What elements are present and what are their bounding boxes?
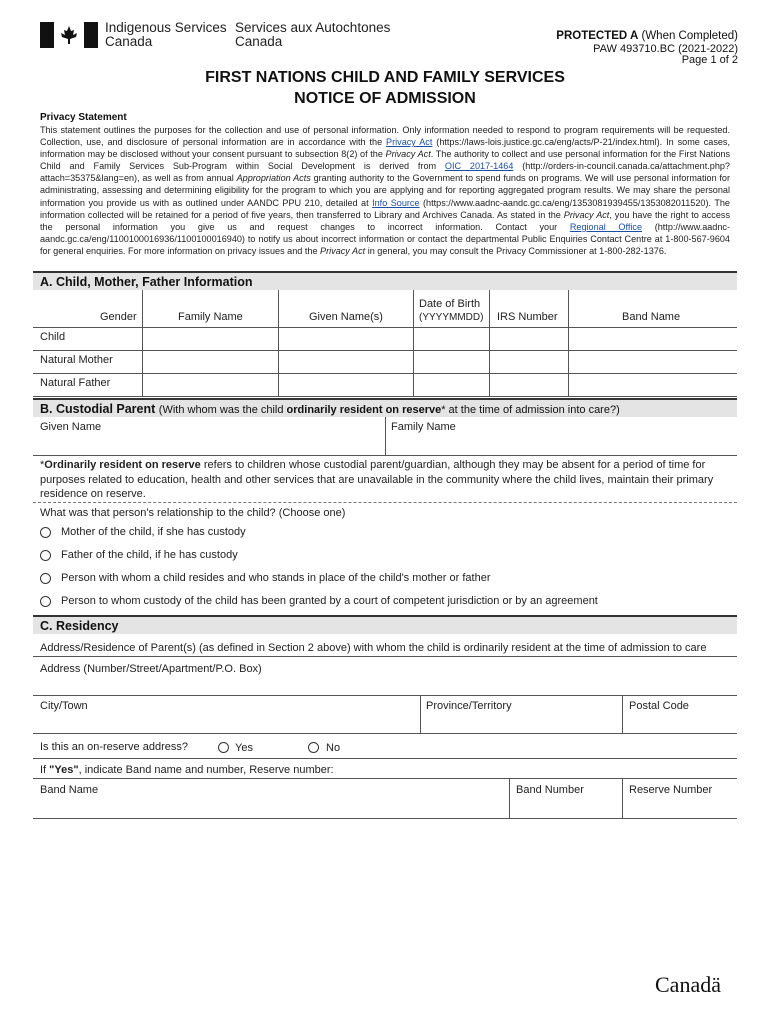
on-reserve-no-label: No [326, 742, 341, 754]
radio-court-custody[interactable] [40, 596, 51, 607]
row-child: Child [40, 331, 66, 343]
info-source-link[interactable]: Info Source [372, 197, 420, 208]
col-dob: Date of Birth [419, 298, 481, 310]
dept-fr-line1: Services aux Autochtones [235, 20, 391, 35]
dept-en-line2: Canada [105, 34, 153, 49]
dept-en-line1: Indigenous Services [105, 20, 227, 35]
ordinarily-resident-note: *Ordinarily resident on reserve refers to children whose custodial parent/guardian, although they may be absent for a period of time for purposes related to education, health and other services that are unavailable in the community where the child lives, maintain their primary residence on reserve. [40, 459, 714, 500]
address-field[interactable] [40, 677, 730, 693]
city-field[interactable] [40, 714, 415, 730]
col-band-name: Band Name [622, 311, 681, 323]
province-label: Province/Territory [426, 700, 512, 712]
row-natural-father: Natural Father [40, 377, 111, 389]
protected-label: PROTECTED A [556, 30, 639, 42]
reserve-number-label: Reserve Number [629, 784, 713, 796]
on-reserve-question: Is this an on-reserve address? [40, 741, 188, 753]
custodial-family-name-label: Family Name [391, 421, 456, 433]
row-natural-mother: Natural Mother [40, 354, 113, 366]
form-title-line1: FIRST NATIONS CHILD AND FAMILY SERVICES [205, 69, 565, 86]
oic-link[interactable]: OIC 2017-1464 [444, 161, 514, 172]
form-title-line2: NOTICE OF ADMISSION [294, 90, 476, 107]
section-b-heading: B. Custodial Parent (With whom was the child ordinarily resident on reserve* at the time of admission into care?) [33, 398, 737, 417]
section-a-heading: A. Child, Mother, Father Information [33, 271, 737, 290]
band-number-label: Band Number [516, 784, 584, 796]
custodial-given-name-label: Given Name [40, 421, 102, 433]
col-irs-number: IRS Number [497, 311, 558, 323]
protected-suffix: (When Completed) [641, 30, 738, 42]
band-name-label: Band Name [40, 784, 99, 796]
regional-office-link[interactable]: Regional Office [569, 221, 643, 232]
privacy-act-link[interactable]: Privacy Act [386, 137, 433, 148]
col-family-name: Family Name [178, 311, 243, 323]
dept-fr-line2: Canada [235, 34, 283, 49]
band-number-field[interactable] [516, 798, 618, 814]
col-gender: Gender [100, 311, 137, 323]
reserve-number-field[interactable] [629, 798, 731, 814]
address-residence-label: Address/Residence of Parent(s) (as defined in Section 2 above) with whom the child is ordinarily resident at the time of admission to care [40, 642, 707, 654]
col-dob-format: (YYYYMMDD) [419, 312, 484, 323]
radio-on-reserve-no[interactable] [308, 742, 319, 753]
custodial-family-name-field[interactable] [391, 434, 731, 452]
canada-flag-icon [40, 22, 98, 48]
option-mother-label: Mother of the child, if she has custody [61, 526, 246, 538]
radio-in-place-of-parent[interactable] [40, 573, 51, 584]
option-court-label: Person to whom custody of the child has been granted by a court of competent jurisdiction or by an agreement [61, 595, 598, 607]
section-c-heading: C. Residency [33, 615, 737, 634]
if-yes-instruction: If "Yes", indicate Band name and number, Reserve number: [40, 764, 334, 776]
city-label: City/Town [40, 700, 88, 712]
option-in-place-label: Person with whom a child resides and who stands in place of the child's mother or father [61, 572, 491, 584]
child-gender-field[interactable] [143, 328, 278, 350]
privacy-statement: This statement outlines the purposes for the collection and use of personal information. Only information needed to respond to program requirements will be requested. Collection, use, and disclosure of personal information are in accordance with the Privacy Act (https://laws-lois.justice.gc.ca/eng/acts/P-21/index.html). In some cases, information may be disclosed without your consent pursuant to subsection 8(2) of the Privacy Act. The authority to collect and use personal information for the First Nations Child and Family Services Sub-Program within Social Development is derived from OIC 2017-1464 (http://orders-in-council.canada.ca/attachment.php?attach=35375&lang=en), as well as from annual Appropriation Acts granting authority to the Government to spend funds on programs. We will use personal information for administrating, assessing and determining eligibility for the program to which you are applying and for reporting aggregated program results. We may share the personal information you provide us with as outlined under AANDC PPU 210, detailed at Info Source (https://www.aadnc-aandc.gc.ca/eng/1353081939455/1353082011520). The information collected will be retained for a period of five years, then transferred to Library and Archives Canada. As stated in the Privacy Act, you have the right to access the personal information you give us and request changes to incorrect information. Contact your Regional Office (http://www.aadnc-aandc.gc.ca/eng/1100100016936/1100100016940) to notify us about incorrect information or contact the departmental Public Enquiries Contact Centre at 1-800-567-9604 for general enquiries. For more information on privacy issues and the Privacy Act in general, you may consult the Privacy Commissioner at 1-800-282-1376. [40, 125, 731, 256]
custodial-given-name-field[interactable] [40, 434, 380, 452]
form-number: PAW 493710.BC (2021-2022) [593, 43, 738, 55]
band-name-field[interactable] [40, 798, 504, 814]
province-field[interactable] [426, 714, 616, 730]
option-father-label: Father of the child, if he has custody [61, 549, 238, 561]
canada-wordmark-logo: Canadä [655, 972, 721, 997]
department-name-en [105, 21, 227, 49]
privacy-heading: Privacy Statement [40, 112, 127, 123]
relationship-question: What was that person's relationship to the child? (Choose one) [40, 507, 346, 519]
col-given-names: Given Name(s) [309, 311, 383, 323]
protected-block [556, 31, 738, 66]
postal-code-field[interactable] [629, 714, 731, 730]
radio-mother[interactable] [40, 527, 51, 538]
on-reserve-yes-label: Yes [235, 742, 253, 754]
address-label: Address (Number/Street/Apartment/P.O. Box) [40, 663, 262, 675]
radio-on-reserve-yes[interactable] [218, 742, 229, 753]
department-name-fr [235, 21, 390, 49]
postal-code-label: Postal Code [629, 700, 689, 712]
radio-father[interactable] [40, 550, 51, 561]
page-indicator: Page 1 of 2 [681, 54, 738, 66]
child-family-name-field[interactable] [279, 328, 413, 350]
